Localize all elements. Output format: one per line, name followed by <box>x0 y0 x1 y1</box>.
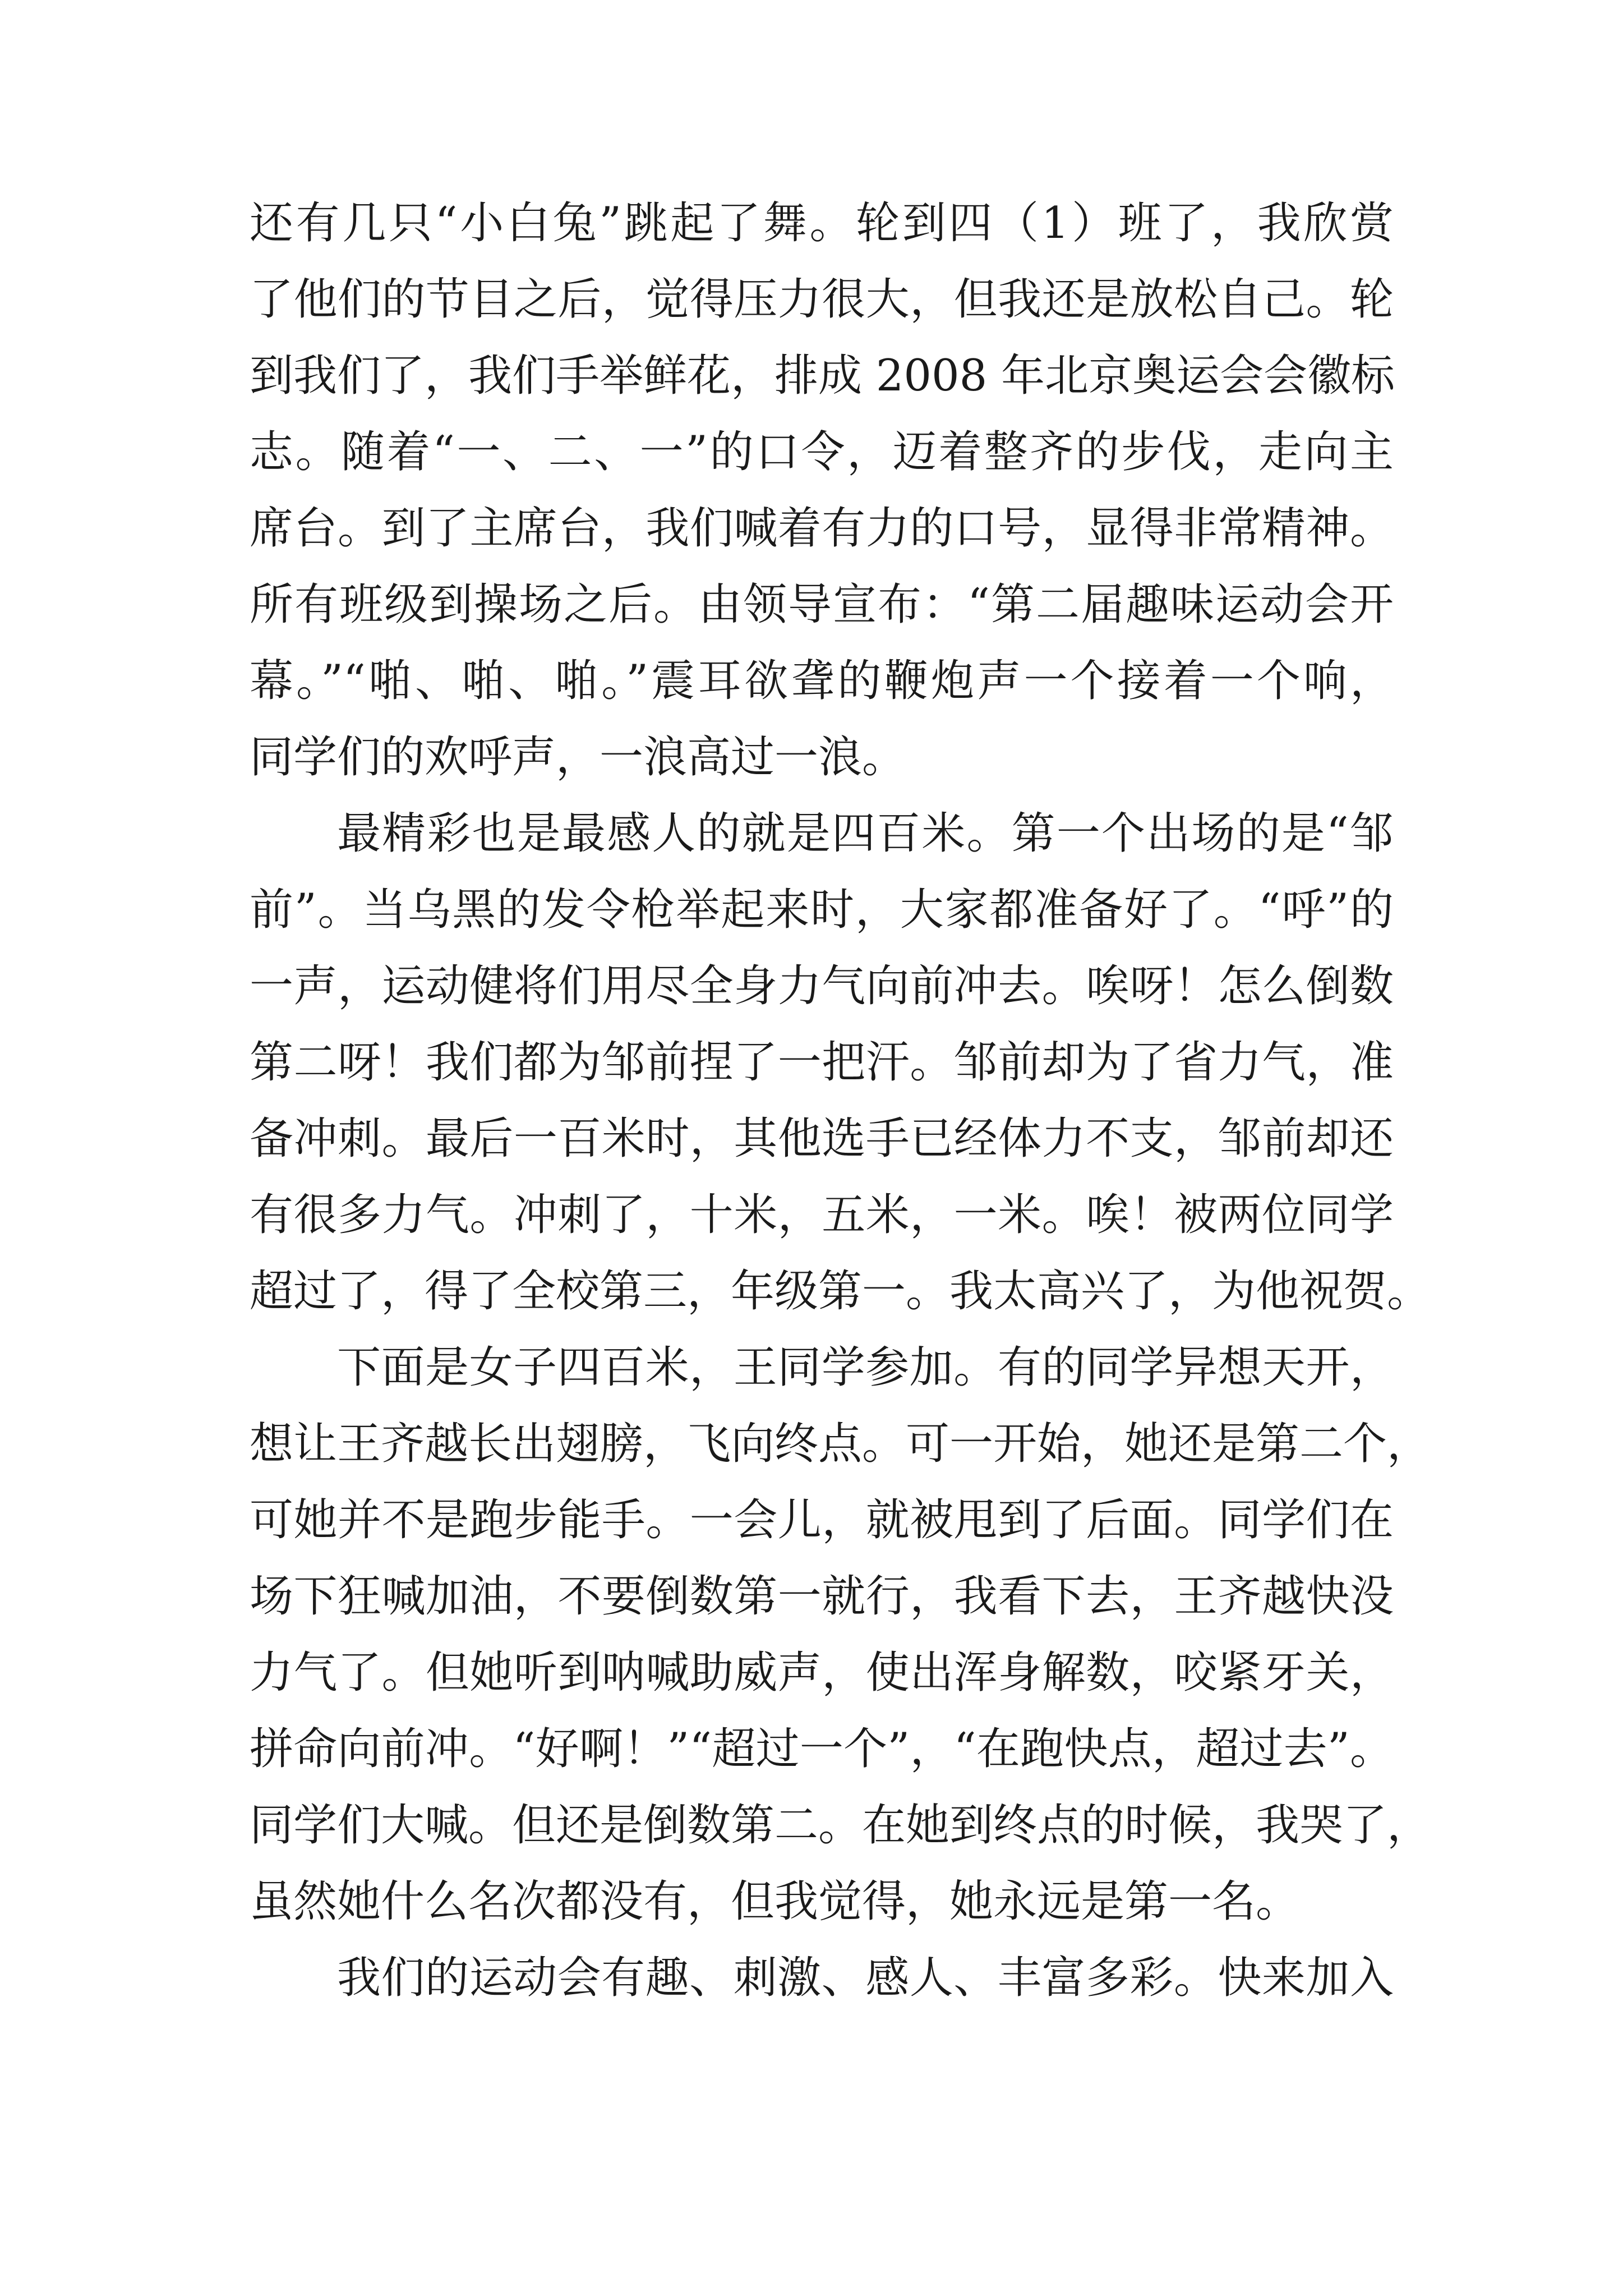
text-line: 一声，运动健将们用尽全身力气向前冲去。唉呀！怎么倒数 <box>250 961 1394 1011</box>
text-line: 可她并不是跑步能手。一会儿，就被甩到了后面。同学们在 <box>250 1495 1394 1545</box>
text-line: 还有几只“小白兔”跳起了舞。轮到四（1）班了，我欣赏 <box>250 198 1394 249</box>
text-line: 所有班级到操场之后。由领导宣布：“第二届趣味运动会开 <box>250 579 1394 630</box>
text-line: 志。随着“一、二、一”的口令，迈着整齐的步伐，走向主 <box>250 427 1394 477</box>
essay-body-text <box>250 185 1431 2016</box>
text-line: 同学们大喊。但还是倒数第二。在她到终点的时候，我哭了， <box>250 1800 1431 1851</box>
text-line: 备冲刺。最后一百米时，其他选手已经体力不支，邹前却还 <box>250 1114 1394 1164</box>
text-line: 同学们的欢呼声，一浪高过一浪。 <box>250 732 906 783</box>
paragraph-first-line: 下面是女子四百米，王同学参加。有的同学异想天开， <box>337 1342 1394 1393</box>
text-line: 想让王齐越长出翅膀，飞向终点。可一开始，她还是第二个， <box>250 1419 1431 1469</box>
text-line: 第二呀！我们都为邹前捏了一把汗。邹前却为了省力气，准 <box>250 1037 1394 1088</box>
text-line: 虽然她什么名次都没有，但我觉得，她永远是第一名。 <box>250 1876 1300 1927</box>
paragraph-first-line: 最精彩也是最感人的就是四百米。第一个出场的是“邹 <box>337 808 1394 859</box>
text-line: 场下狂喊加油，不要倒数第一就行，我看下去，王齐越快没 <box>250 1571 1394 1622</box>
paragraph-first-line: 我们的运动会有趣、刺激、感人、丰富多彩。快来加入 <box>337 1953 1394 2003</box>
text-line: 席台。到了主席台，我们喊着有力的口号，显得非常精神。 <box>250 503 1394 554</box>
text-line: 幕。”“啪、啪、啪。”震耳欲聋的鞭炮声一个接着一个响， <box>250 656 1394 706</box>
text-line: 超过了，得了全校第三，年级第一。我太高兴了，为他祝贺。 <box>250 1266 1431 1317</box>
text-line: 前”。当乌黑的发令枪举起来时，大家都准备好了。“呼”的 <box>250 885 1394 935</box>
text-line: 力气了。但她听到呐喊助威声，使出浑身解数，咬紧牙关， <box>250 1648 1394 1698</box>
text-line: 拼命向前冲。“好啊！”“超过一个”，“在跑快点，超过去”。 <box>250 1724 1394 1774</box>
text-line: 了他们的节目之后，觉得压力很大，但我还是放松自己。轮 <box>250 274 1394 325</box>
text-line: 到我们了，我们手举鲜花，排成 2008 年北京奥运会会徽标 <box>250 351 1395 401</box>
text-line: 有很多力气。冲刺了，十米，五米，一米。唉！被两位同学 <box>250 1190 1394 1240</box>
